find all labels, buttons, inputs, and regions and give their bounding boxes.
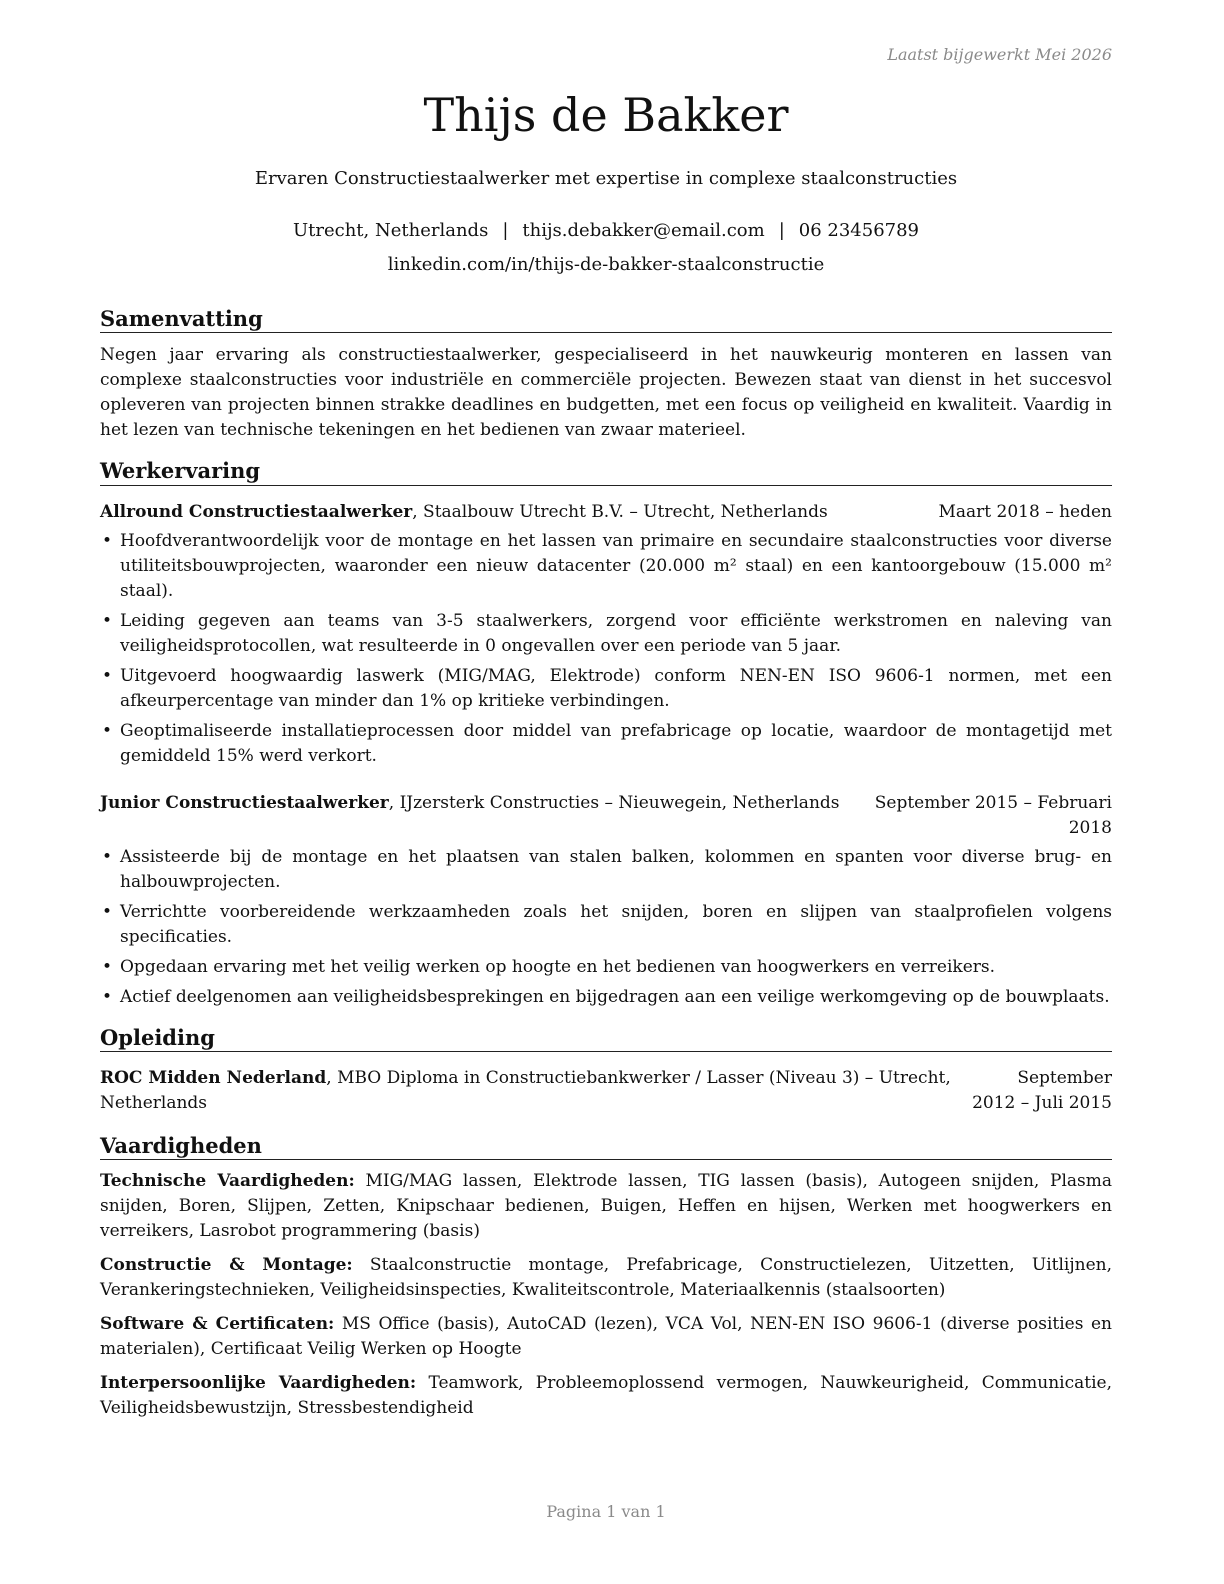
education-section xyxy=(100,1024,1112,1116)
skill-group xyxy=(100,1312,1112,1362)
contact-email[interactable]: thijs.debakker@email.com xyxy=(522,220,765,241)
tagline: Ervaren Constructiestaalwerker met expertise in complexe staalconstructies xyxy=(254,168,958,189)
skill-text: Staalconstructie montage, Prefabricage, Constructielezen, Uitzetten, Uitlijnen, Verankeringstechnieken, Veiligheidsinspecties, Kwaliteitscontrole, Materiaalkennis (staalsoorten) xyxy=(100,1255,1112,1301)
list-item: • Uitgevoerd hoogwaardig laswerk (MIG/MAG, Elektrode) conform NEN-EN ISO 9606-1 normen, met een afkeurpercentage van minder dan 1% op kritieke verbindingen. xyxy=(100,664,1112,714)
section-title-skills: Vaardigheden xyxy=(100,1132,1112,1160)
job-role: Allround Constructiestaalwerker xyxy=(100,501,413,522)
list-item: • Verrichtte voorbereidende werkzaamheden zoals het snijden, boren en slijpen van staalprofielen volgens specificaties. xyxy=(100,900,1112,950)
skill-label: Software & Certificaten: xyxy=(100,1314,335,1335)
skill-label: Technische Vaardigheden: xyxy=(100,1171,355,1192)
skill-group xyxy=(100,1253,1112,1303)
education-entry xyxy=(100,1066,1112,1116)
school-name: ROC Midden Nederland xyxy=(100,1067,327,1088)
job-company: , Staalbouw Utrecht B.V. – Utrecht, Netherlands xyxy=(412,501,828,522)
job-bullets xyxy=(100,845,1112,1010)
summary-section xyxy=(100,305,1112,443)
list-item: • Assisteerde bij de montage en het plaatsen van stalen balken, kolommen en spanten voor diverse brug- en halbouwprojecten. xyxy=(100,845,1112,895)
contact-location: Utrecht, Netherlands xyxy=(292,220,489,241)
skill-text: Teamwork, Probleemoplossend vermogen, Nauwkeurigheid, Communicatie, Veiligheidsbewustzijn, Stressbestendigheid xyxy=(100,1373,1112,1419)
list-item: • Opgedaan ervaring met het veilig werken op hoogte en het bedienen van hoogwerkers en verreikers. xyxy=(100,955,1112,980)
summary-text: Negen jaar ervaring als constructiestaalwerker, gespecialiseerd in het nauwkeurig monteren en lassen van complexe staalconstructies voor industriële en commerciële projecten. Bewezen staat van dienst in het succesvol opleveren van projecten binnen strakke deadlines en budgetten, met een focus op veiligheid en kwaliteit. Vaardig in het lezen van technische tekeningen en het bedienen van zwaar materieel. xyxy=(100,345,1112,441)
skill-label: Constructie & Montage: xyxy=(100,1255,353,1276)
section-title-summary: Samenvatting xyxy=(100,305,1112,333)
skill-text: MS Office (basis), AutoCAD (lezen), VCA Vol, NEN-EN ISO 9606-1 (diverse posities en materialen), Certificaat Veilig Werken op Hoogte xyxy=(100,1314,1113,1360)
linkedin-link[interactable]: linkedin.com/in/thijs-de-bakker-staalconstructie xyxy=(387,254,825,275)
section-title-experience: Werkervaring xyxy=(100,457,1112,485)
resume-content xyxy=(100,305,1112,1429)
list-item: • Actief deelgenomen aan veiligheidsbesprekingen en bijgedragen aan een veilige werkomgeving op de bouwplaats. xyxy=(100,985,1112,1010)
page-footer: Pagina 1 van 1 xyxy=(546,1502,666,1521)
contact-separator: | xyxy=(778,220,785,241)
section-title-education: Opleiding xyxy=(100,1024,1112,1052)
resume-page xyxy=(100,0,1112,1584)
candidate-name: Thijs de Bakker xyxy=(423,88,789,142)
skill-group xyxy=(100,1169,1112,1244)
list-item: • Hoofdverantwoordelijk voor de montage en het lassen van primaire en secundaire staalconstructies voor diverse utiliteitsbouwprojecten, waaronder een nieuw datacenter (20.000 m² staal) en een kantoorgebouw (15.000 m² staal). xyxy=(100,529,1112,604)
job-role: Junior Constructiestaalwerker xyxy=(100,792,389,813)
skill-label: Interpersoonlijke Vaardigheden: xyxy=(100,1373,417,1394)
contact-phone: 06 23456789 xyxy=(798,220,920,241)
job-bullets xyxy=(100,529,1112,769)
contact-separator: | xyxy=(502,220,509,241)
job-header xyxy=(100,791,1112,841)
skills-section xyxy=(100,1132,1112,1421)
experience-section xyxy=(100,457,1112,1009)
job-dates: September 2015 – Februari 2018 xyxy=(874,792,1112,838)
education-details: , MBO Diploma in Constructiebankwerker / Lasser (Niveau 3) – Utrecht, Netherlands xyxy=(100,1067,951,1113)
list-item: • Geoptimaliseerde installatieprocessen door middel van prefabricage op locatie, waardoor de montagetijd met gemiddeld 15% werd verkort. xyxy=(100,719,1112,769)
skill-text: MIG/MAG lassen, Elektrode lassen, TIG lassen (basis), Autogeen snijden, Plasma snijden, Boren, Slijpen, Zetten, Knipschaar bedienen, Buigen, Heffen en hijsen, Werken met hoogwerkers en verreikers, Lasrobot programmering (basis) xyxy=(100,1171,1113,1242)
job-company: , IJzersterk Constructies – Nieuwegein, Netherlands xyxy=(388,792,840,813)
last-updated: Laatst bijgewerkt Mei 2026 xyxy=(887,45,1112,64)
skill-group xyxy=(100,1371,1112,1421)
job-header xyxy=(100,500,1112,525)
list-item: • Leiding gegeven aan teams van 3-5 staalwerkers, zorgend voor efficiënte werkstromen en naleving van veiligheidsprotocollen, wat resulteerde in 0 ongevallen over een periode van 5 jaar. xyxy=(100,609,1112,659)
education-dates: September 2012 – Juli 2015 xyxy=(972,1067,1112,1113)
job-dates: Maart 2018 – heden xyxy=(938,501,1112,522)
contact-line xyxy=(100,220,1112,241)
